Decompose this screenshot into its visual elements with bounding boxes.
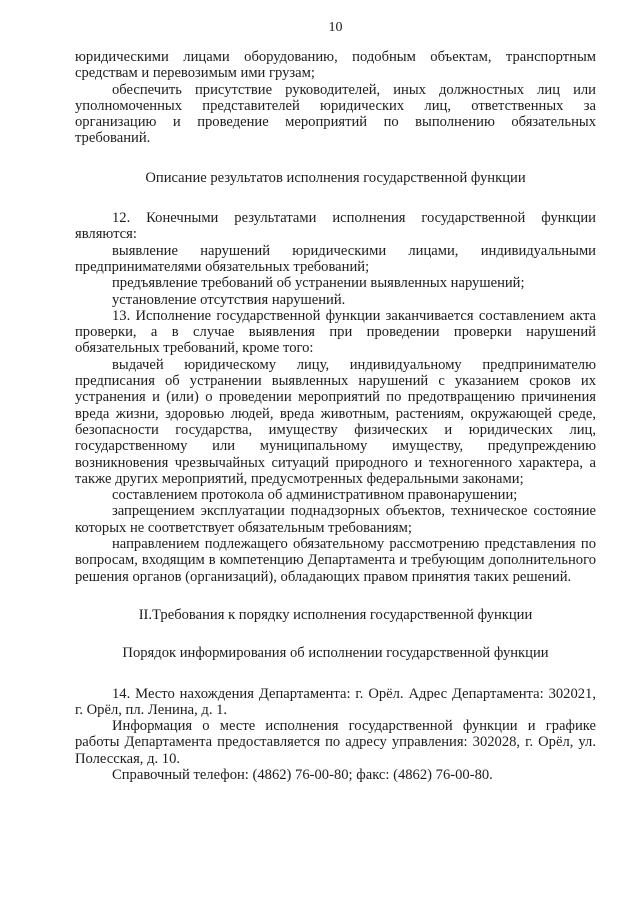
page-number: 10	[328, 20, 343, 35]
chapter-heading-requirements: II.Требования к порядку исполнения государственной функции	[138, 606, 533, 623]
paragraph-12: 12. Конечными результатами исполнения государственной функции являются:	[75, 210, 596, 243]
list-item-detection: выявление нарушений юридическими лицами, индивидуальными предпринимателями обязательных требований;	[75, 242, 596, 275]
list-item-submission: направлением подлежащего обязательному рассмотрению представления по вопросам, входящим в компетенцию Департамента и требующим дополнительного решения органов (организаций), обладающих правом принятия таких решений.	[75, 536, 596, 585]
paragraph-14: 14. Место нахождения Департамента: г. Орёл. Адрес Департамента: 302021, г. Орёл, пл. Ленина, д. 1.	[75, 685, 596, 718]
paragraph-obligation: обеспечить присутствие руководителей, иных должностных лиц или уполномоченных представителей юридических лиц, ответственных за организацию и проведение мероприятий по выполнению обязательных требований.	[75, 81, 596, 147]
paragraph-cont: юридическими лицами оборудованию, подобным объектам, транспортным средствам и перевозимым ими грузам;	[75, 49, 596, 82]
list-item-order: выдачей юридическому лицу, индивидуальному предпринимателю предписания об устранении выявленных нарушений с указанием сроков их устранения и (или) о проведении мероприятий по предотвращению причинения вреда жизни, здоровью людей, вреда животным, растениям, окружающей среде, безопасности государства, имуществу физических и юридических лиц, государственному или муниципальному имуществу, предупреждению возникновения чрезвычайных ситуаций природного и техногенного характера, а также других мероприятий, предусмотренных федеральными законами;	[75, 356, 596, 487]
document-body	[75, 49, 596, 783]
list-item-no-violations: установление отсутствия нарушений.	[112, 291, 346, 308]
section-heading-results: Описание результатов исполнения государственной функции	[145, 169, 526, 186]
list-item-protocol: составлением протокола об административном правонарушении;	[112, 487, 518, 504]
paragraph-13: 13. Исполнение государственной функции заканчивается составлением акта проверки, а в случае выявления при проведении проверки нарушений обязательных требований, кроме того:	[75, 307, 596, 357]
section-heading-informing: Порядок информирования об исполнении государственной функции	[122, 645, 549, 662]
paragraph-phone: Справочный телефон: (4862) 76-00-80; факс: (4862) 76-00-80.	[112, 766, 493, 783]
paragraph-schedule-info: Информация о месте исполнения государственной функции и графике работы Департамента предоставляется по адресу управления: 302028, г. Орёл, ул. Полесская, д. 10.	[75, 718, 596, 767]
list-item-prohibition: запрещением эксплуатации поднадзорных объектов, техническое состояние которых не соответствует обязательным требованиям;	[75, 503, 596, 536]
list-item-requirements: предъявление требований об устранении выявленных нарушений;	[112, 275, 525, 292]
